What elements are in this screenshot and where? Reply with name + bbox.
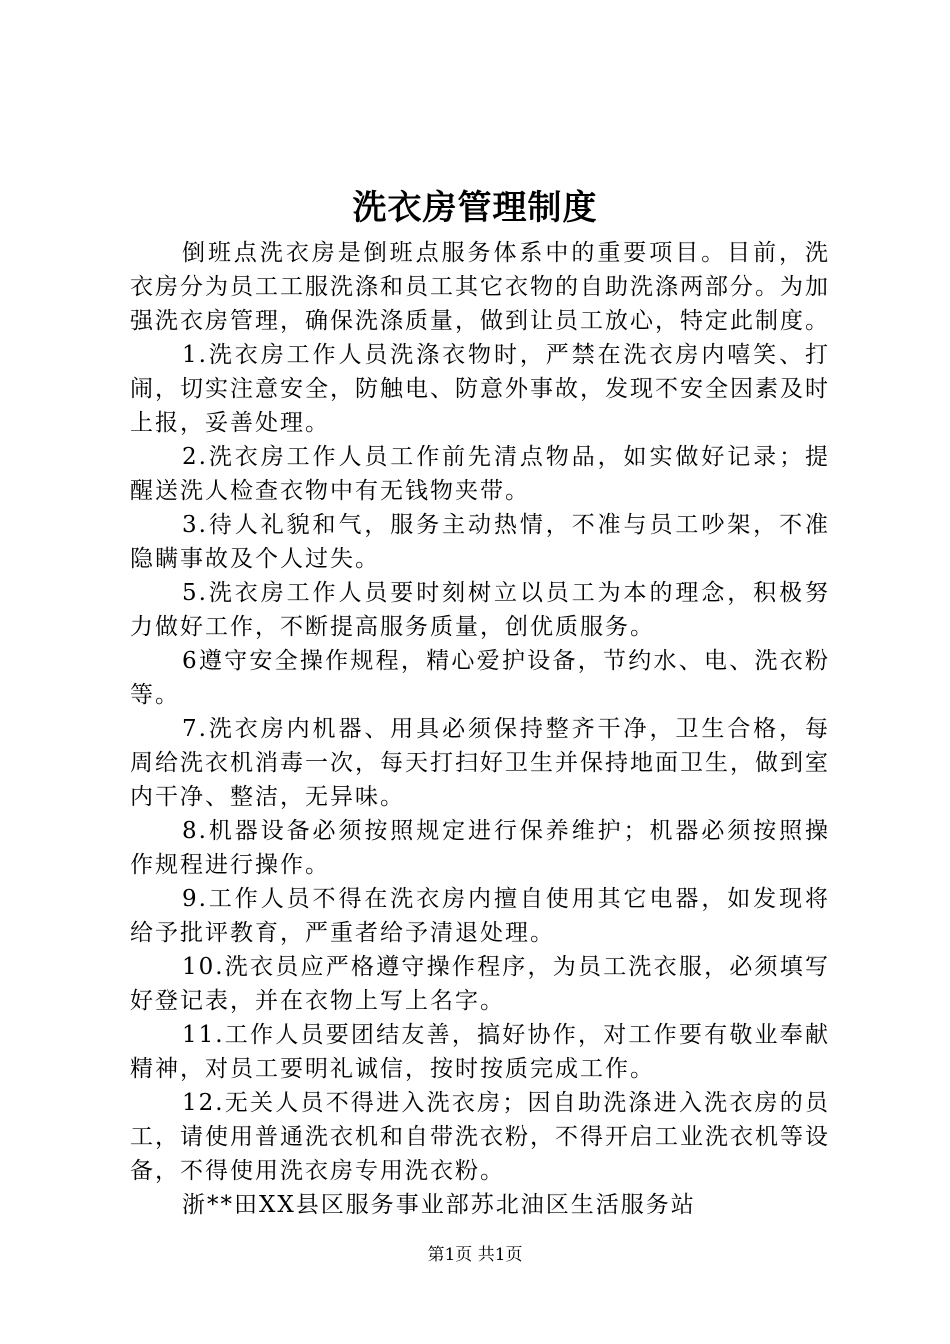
paragraph-rule-11: 11.工作人员要团结友善，搞好协作，对工作要有敬业奉献精神，对员工要明礼诚信，按时按质完成工作。: [130, 1022, 830, 1082]
paragraph-rule-8: 8.机器设备必须按照规定进行保养维护；机器必须按照操作规程进行操作。: [130, 818, 830, 878]
paragraph-rule-2: 2.洗衣房工作人员工作前先清点物品，如实做好记录；提醒送洗人检查衣物中有无钱物夹带。: [130, 444, 830, 504]
paragraph-rule-3: 3.待人礼貌和气，服务主动热情，不准与员工吵架，不准隐瞒事故及个人过失。: [130, 512, 830, 572]
document-title: 洗衣房管理制度: [352, 188, 598, 228]
paragraph-rule-7: 7.洗衣房内机器、用具必须保持整齐干净，卫生合格，每周给洗衣机消毒一次，每天打扫好卫生并保持地面卫生，做到室内干净、整洁，无异味。: [130, 716, 830, 810]
paragraph-rule-5: 5.洗衣房工作人员要时刻树立以员工为本的理念，积极努力做好工作，不断提高服务质量，创优质服务。: [130, 580, 830, 640]
page-footer: 第1页 共1页: [427, 1245, 523, 1265]
document-body: [130, 236, 830, 1222]
paragraph-rule-9: 9.工作人员不得在洗衣房内擅自使用其它电器，如发现将给予批评教育，严重者给予清退处理。: [130, 886, 830, 946]
paragraph-rule-1: 1.洗衣房工作人员洗涤衣物时，严禁在洗衣房内嘻笑、打闹，切实注意安全，防触电、防意外事故，发现不安全因素及时上报，妥善处理。: [130, 342, 830, 436]
paragraph-rule-6: 6遵守安全操作规程，精心爱护设备，节约水、电、洗衣粉等。: [130, 648, 830, 708]
paragraph-rule-12: 12.无关人员不得进入洗衣房；因自助洗涤进入洗衣房的员工，请使用普通洗衣机和自带洗衣粉，不得开启工业洗衣机等设备，不得使用洗衣房专用洗衣粉。: [130, 1090, 830, 1184]
paragraph-rule-10: 10.洗衣员应严格遵守操作程序，为员工洗衣服，必须填写好登记表，并在衣物上写上名字。: [130, 954, 830, 1014]
paragraph-signature: 浙**田XX县区服务事业部苏北油区生活服务站: [182, 1192, 696, 1218]
paragraph-intro: 倒班点洗衣房是倒班点服务体系中的重要项目。目前，洗衣房分为员工工服洗涤和员工其它衣物的自助洗涤两部分。为加强洗衣房管理，确保洗涤质量，做到让员工放心，特定此制度。: [130, 240, 830, 334]
